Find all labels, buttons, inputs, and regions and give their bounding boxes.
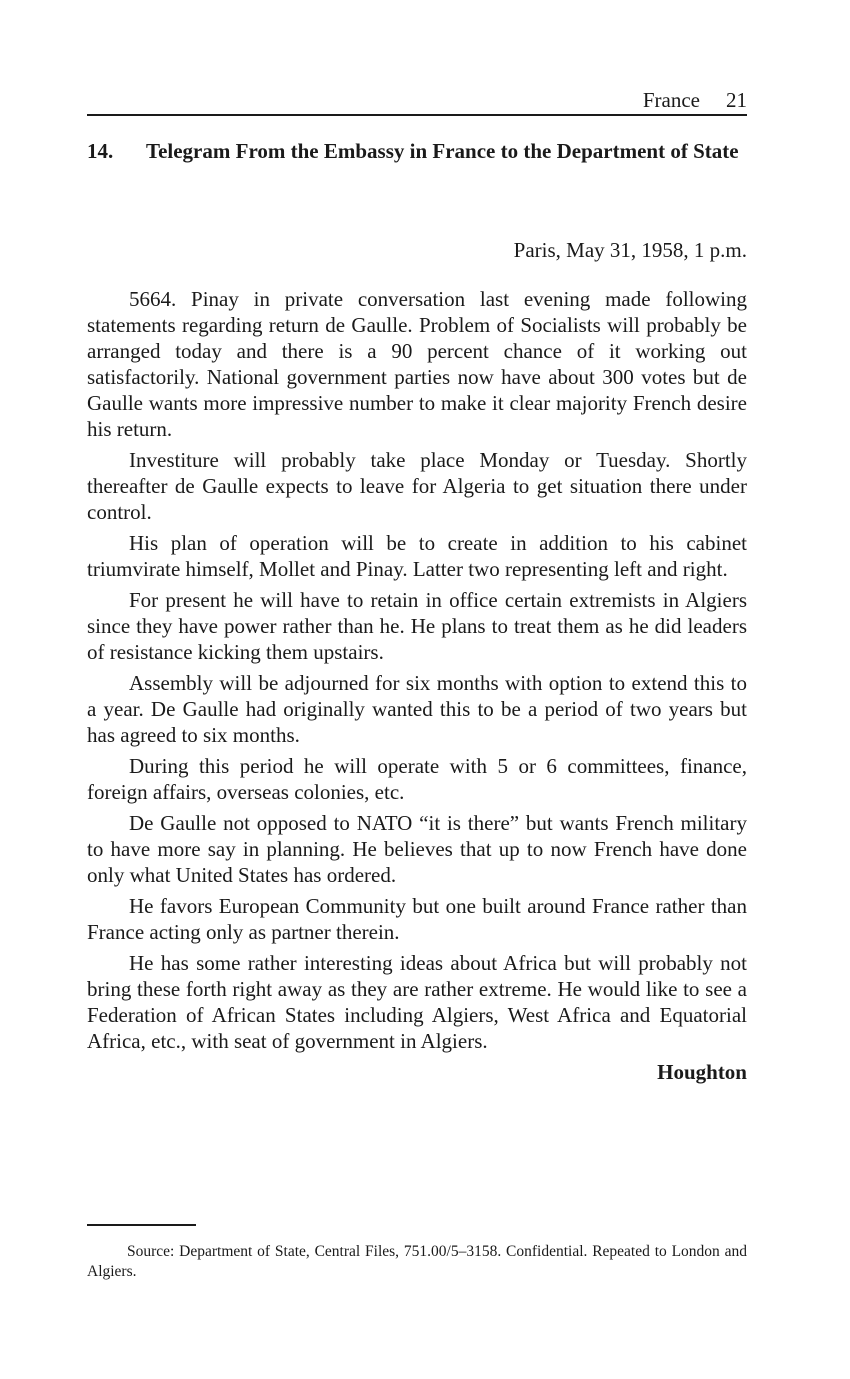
paragraph-7: De Gaulle not opposed to NATO “it is there” but wants French military to have more say in planning. He believes that up to now French have done only what United States has ordered. (87, 811, 747, 887)
source-footnote: Source: Department of State, Central Files, 751.00/5–3158. Confidential. Repeated to London and Algiers. (87, 1243, 747, 1280)
paragraph-8: He favors European Community but one built around France rather than France acting only as partner therein. (87, 894, 747, 944)
paragraph-5: Assembly will be adjourned for six months with option to extend this to a year. De Gaulle had originally wanted this to be a period of two years but has agreed to six months. (87, 671, 747, 747)
footnote-divider (87, 1224, 196, 1226)
document-title: Telegram From the Embassy in France to the Department of State (146, 139, 739, 163)
paragraph-2: Investiture will probably take place Monday or Tuesday. Shortly thereafter de Gaulle expects to leave for Algeria to get situation there under control. (87, 448, 747, 524)
signature: Houghton (657, 1060, 747, 1084)
paragraph-9: He has some rather interesting ideas about Africa but will probably not bring these forth right away as they are rather extreme. He would like to see a Federation of African States including Algiers, West Africa and Equatorial Africa, etc., with seat of government in Algiers. (87, 951, 747, 1053)
header-section-title: France (642, 88, 700, 112)
paragraph-4: For present he will have to retain in office certain extremists in Algiers since they have power rather than he. He plans to treat them as he did leaders of resistance kicking them upstairs. (87, 588, 747, 664)
running-header (87, 86, 747, 116)
paragraph-3: His plan of operation will be to create in addition to his cabinet triumvirate himself, Mollet and Pinay. Latter two representing left and right. (87, 531, 747, 581)
paragraph-6: During this period he will operate with 5 or 6 committees, finance, foreign affairs, overseas colonies, etc. (87, 754, 747, 804)
telegram-body (87, 286, 747, 1085)
document-number: 14. (87, 139, 114, 163)
dateline: Paris, May 31, 1958, 1 p.m. (513, 238, 747, 262)
page-number: 21 (726, 88, 747, 112)
document-heading (87, 138, 747, 164)
paragraph-1: 5664. Pinay in private conversation last evening made following statements regarding return de Gaulle. Problem of Socialists will probably be arranged today and there is a 90 percent chance of it working out satisfactorily. National government parties now have about 300 votes but de Gaulle wants more impressive number to make it clear majority French desire his return. (87, 287, 747, 441)
